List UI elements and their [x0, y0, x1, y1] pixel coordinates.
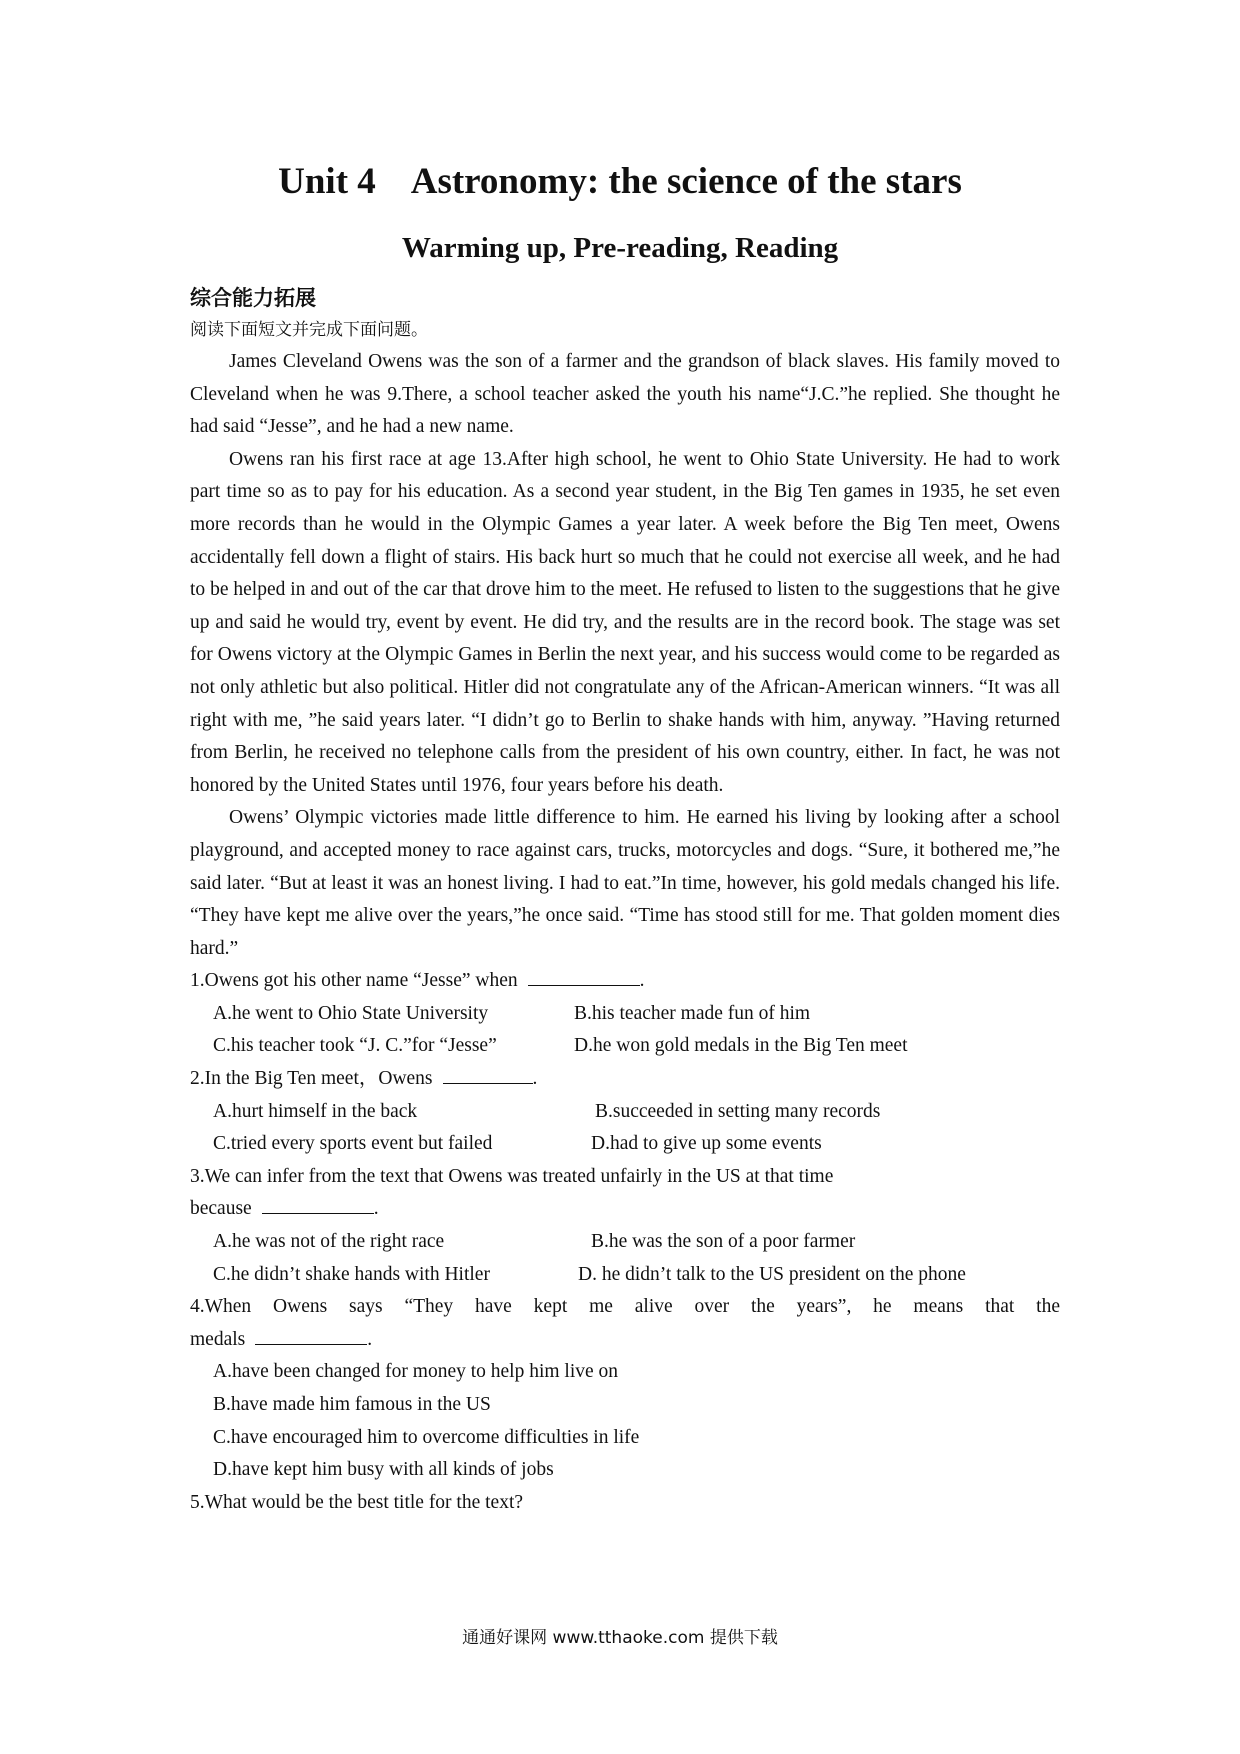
question-2-stem: 2.In the Big Ten meet，Owens	[190, 1068, 433, 1090]
section-instruction: 阅读下面短文并完成下面问题。	[190, 320, 428, 340]
page-subtitle: Warming up, Pre-reading, Reading	[401, 232, 839, 264]
question-4-option-a: A.have been changed for money to help him live on	[213, 1361, 619, 1383]
page-title: Unit 4 Astronomy: the science of the stars	[278, 161, 962, 202]
question-3-end: .	[373, 1198, 379, 1220]
question-2-option-a: A.hurt himself in the back	[213, 1100, 418, 1122]
question-4-option-b: B.have made him famous in the US	[213, 1394, 491, 1415]
section-heading: 综合能力拓展	[190, 286, 316, 310]
question-4-blank	[255, 1324, 367, 1345]
question-1-option-b: B.his teacher made fun of him	[574, 1002, 811, 1024]
question-5	[190, 1487, 1060, 1520]
question-1-options-row-1	[190, 998, 1060, 1031]
question-1	[190, 965, 1060, 998]
question-2-option-c: C.tried every sports event but failed	[213, 1133, 493, 1155]
question-3-option-c: C.he didn’t shake hands with Hitler	[213, 1263, 490, 1285]
question-2-blank	[443, 1063, 533, 1084]
question-2-end: .	[532, 1068, 538, 1090]
question-4-option-c: C.have encouraged him to overcome difficulties in life	[213, 1426, 640, 1448]
passage-paragraph-3: Owens’ Olympic victories made little difference to him. He earned his living by looking after a school playground, and accepted money to race against cars, trucks, motorcycles and dogs. “Sure, it bothered me,”he said later. “But at least it was an honest living. I had to eat.”In time, however, his gold medals changed his life. “They have kept me alive over the years,”he once said. “Time has stood still for me. That golden moment dies hard.”	[190, 807, 1060, 959]
question-1-blank	[528, 965, 640, 986]
question-3-option-d: D. he didn’t talk to the US president on the phone	[578, 1263, 966, 1285]
question-3-option-b: B.he was the son of a poor farmer	[591, 1231, 856, 1253]
question-1-option-a: A.he went to Ohio State University	[213, 1002, 489, 1024]
question-2	[190, 1063, 1060, 1096]
question-3-options-row-2	[190, 1259, 1060, 1292]
question-1-option-c: C.his teacher took “J. C.”for “Jesse”	[213, 1035, 497, 1057]
question-3	[190, 1161, 1060, 1194]
question-1-options-row-2	[190, 1030, 1060, 1063]
question-4-end: .	[367, 1328, 373, 1350]
question-2-option-d: D.had to give up some events	[591, 1133, 822, 1155]
question-4-continuation	[190, 1324, 1060, 1357]
question-4-stem-2: medals	[190, 1328, 246, 1350]
content-body	[190, 282, 1060, 1519]
question-3-stem-2: because	[190, 1198, 252, 1220]
question-1-end: .	[639, 970, 645, 992]
question-3-blank	[262, 1193, 374, 1214]
question-1-stem: 1.Owens got his other name “Jesse” when	[190, 970, 518, 992]
question-4-stem: 4.When Owens says “They have kept me alive over the years”, he means that the	[190, 1296, 1060, 1318]
question-2-options-row-1	[190, 1096, 1060, 1129]
question-4	[190, 1291, 1060, 1324]
question-5-stem: 5.What would be the best title for the text?	[190, 1491, 524, 1513]
question-3-stem: 3.We can infer from the text that Owens was treated unfairly in the US at that time	[190, 1165, 834, 1187]
question-3-continuation	[190, 1193, 1060, 1226]
passage-paragraph-1: James Cleveland Owens was the son of a farmer and the grandson of black slaves. His family moved to Cleveland when he was 9.There, a school teacher asked the youth his name“J.C.”he replied. She thought he had said “Jesse”, and he had a new name.	[190, 351, 1060, 438]
question-1-option-d: D.he won gold medals in the Big Ten meet	[574, 1035, 908, 1057]
question-2-options-row-2	[190, 1128, 1060, 1161]
question-2-option-b: B.succeeded in setting many records	[595, 1100, 881, 1122]
question-4-option-d: D.have kept him busy with all kinds of jobs	[213, 1459, 554, 1481]
passage-paragraph-2: Owens ran his first race at age 13.After high school, he went to Ohio State University. He had to work part time so as to pay for his education. As a second year student, in the Big Ten games in 1935, he set even more records than he would in the Olympic Games a year later. A week before the Big Ten meet, Owens accidentally fell down a flight of stairs. His back hurt so much that he could not exercise all week, and he had to be helped in and out of the car that drove him to the meet. He refused to listen to the suggestions that he give up and said he would try, event by event. He did try, and the results are in the record book. The stage was set for Owens victory at the Olympic Games in Berlin the next year, and his success would come to be regarded as not only athletic but also political. Hitler did not congratulate any of the African-American winners. “It was all right with me, ”he said years later. “I didn’t go to Berlin to shake hands with him, anyway. ”Having returned from Berlin, he received no telephone calls from the president of his own country, either. In fact, he was not honored by the United States until 1976, four years before his death.	[190, 448, 1060, 796]
question-3-options-row-1	[190, 1226, 1060, 1259]
question-3-option-a: A.he was not of the right race	[213, 1231, 445, 1253]
page-footer: 通通好课网 www.tthaoke.com 提供下载	[462, 1628, 778, 1648]
